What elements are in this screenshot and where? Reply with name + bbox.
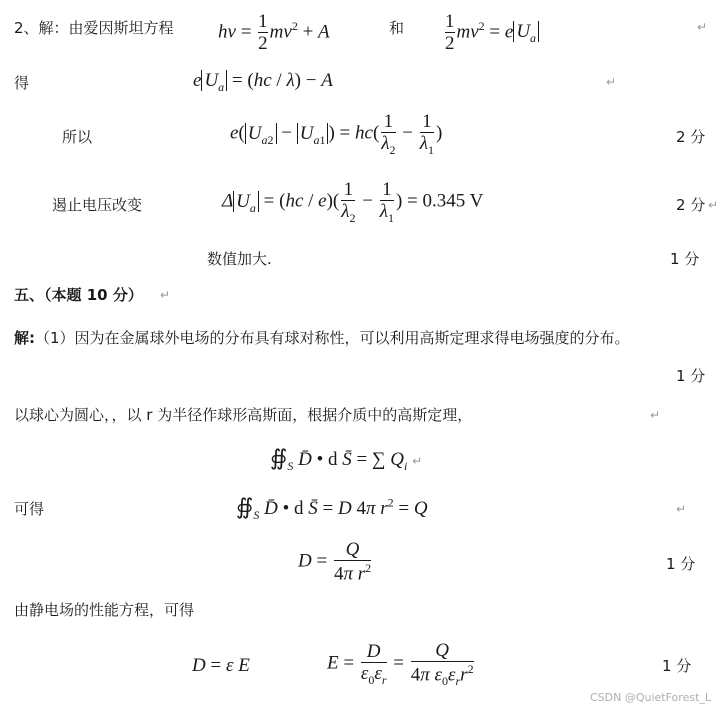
paragraph-mark: ↵ [676,502,687,516]
field-equation: E = $\frac{D}{\varepsilon_0\varepsilon_r}$ = $\frac{Q}{4\pi \varepsilon_0\varepsilon_rr^2}$ [327,640,474,689]
line2-label: 得 [14,74,30,92]
gauss-law-equation: $∯_S$ D̄ • d S̄ = ∑ $Q_i$ ↵ [270,445,423,473]
score-label: 1 分 [666,555,696,573]
section-title: 五、（本题 10 分） [14,286,143,304]
and-label: 和 [389,19,405,37]
paragraph-mark: ↵ [412,454,423,468]
paragraph-mark: ↵ [697,20,708,34]
constitutive-equation: D = ε E [192,655,250,676]
gauss-surface-text: 以球心为圆心，，以 r 为半径作球形高斯面，根据介质中的高斯定理， [14,406,473,424]
score-label: 2 分 [676,196,706,214]
paragraph-mark: ↵ [160,288,171,302]
constitutive-text: 由静电场的性能方程，可得 [14,601,195,619]
einstein-equation: hν = $\frac{1}{2}$ $mv^2 + A$ [218,11,330,54]
paragraph-mark: ↵ [650,408,661,422]
solution-lead: 解: [14,329,35,347]
voltage-change-equation: Δ $U_a = (hc / e)$( $\frac{1}{\lambda_2}$ − $\frac{1}{\lambda_1}$ ) = 0.345 V [222,179,484,225]
displacement-equation: D = $\frac{Q}{4\pi r^2}$ [298,539,372,585]
solution-paragraph [14,327,630,348]
paragraph-mark: ↵ [708,198,719,212]
score-label: 1 分 [670,250,700,268]
gauss-result-equation: $∯_S$ D̄ • d S̄ = D 4π $r^2 = Q$ [236,494,428,522]
score-label: 2 分 [676,128,706,146]
line4-label: 遏止电压改变 [52,196,143,214]
score-label: 1 分 [662,657,692,675]
score-label: 1 分 [676,367,706,385]
stopping-voltage-equation: e $U_a = (hc / \lambda) - A$ [193,70,333,94]
stopping-equation: $\frac{1}{2}$ $mv^2 = e$ $U_a$ [443,12,539,54]
difference-equation: e( $U_{a2} - U_{a1}$ ) = hc( $\frac{1}{\lambda_2}$ − $\frac{1}{\lambda_1}$ ) [230,111,443,157]
line3-label: 所以 [62,128,93,146]
line1-label: 2、解：由爱因斯坦方程 [14,19,174,37]
line6-label: 可得 [14,500,45,518]
conclusion-text: 数值加大. [207,250,272,268]
solution-text: （1）因为在金属球外电场的分布具有球对称性，可以利用高斯定理求得电场强度的分布。 [35,329,630,347]
watermark: CSDN @QuietForest_L [590,691,712,704]
voltage-change-value: = 0.345 V [407,190,484,212]
paragraph-mark: ↵ [606,75,617,89]
